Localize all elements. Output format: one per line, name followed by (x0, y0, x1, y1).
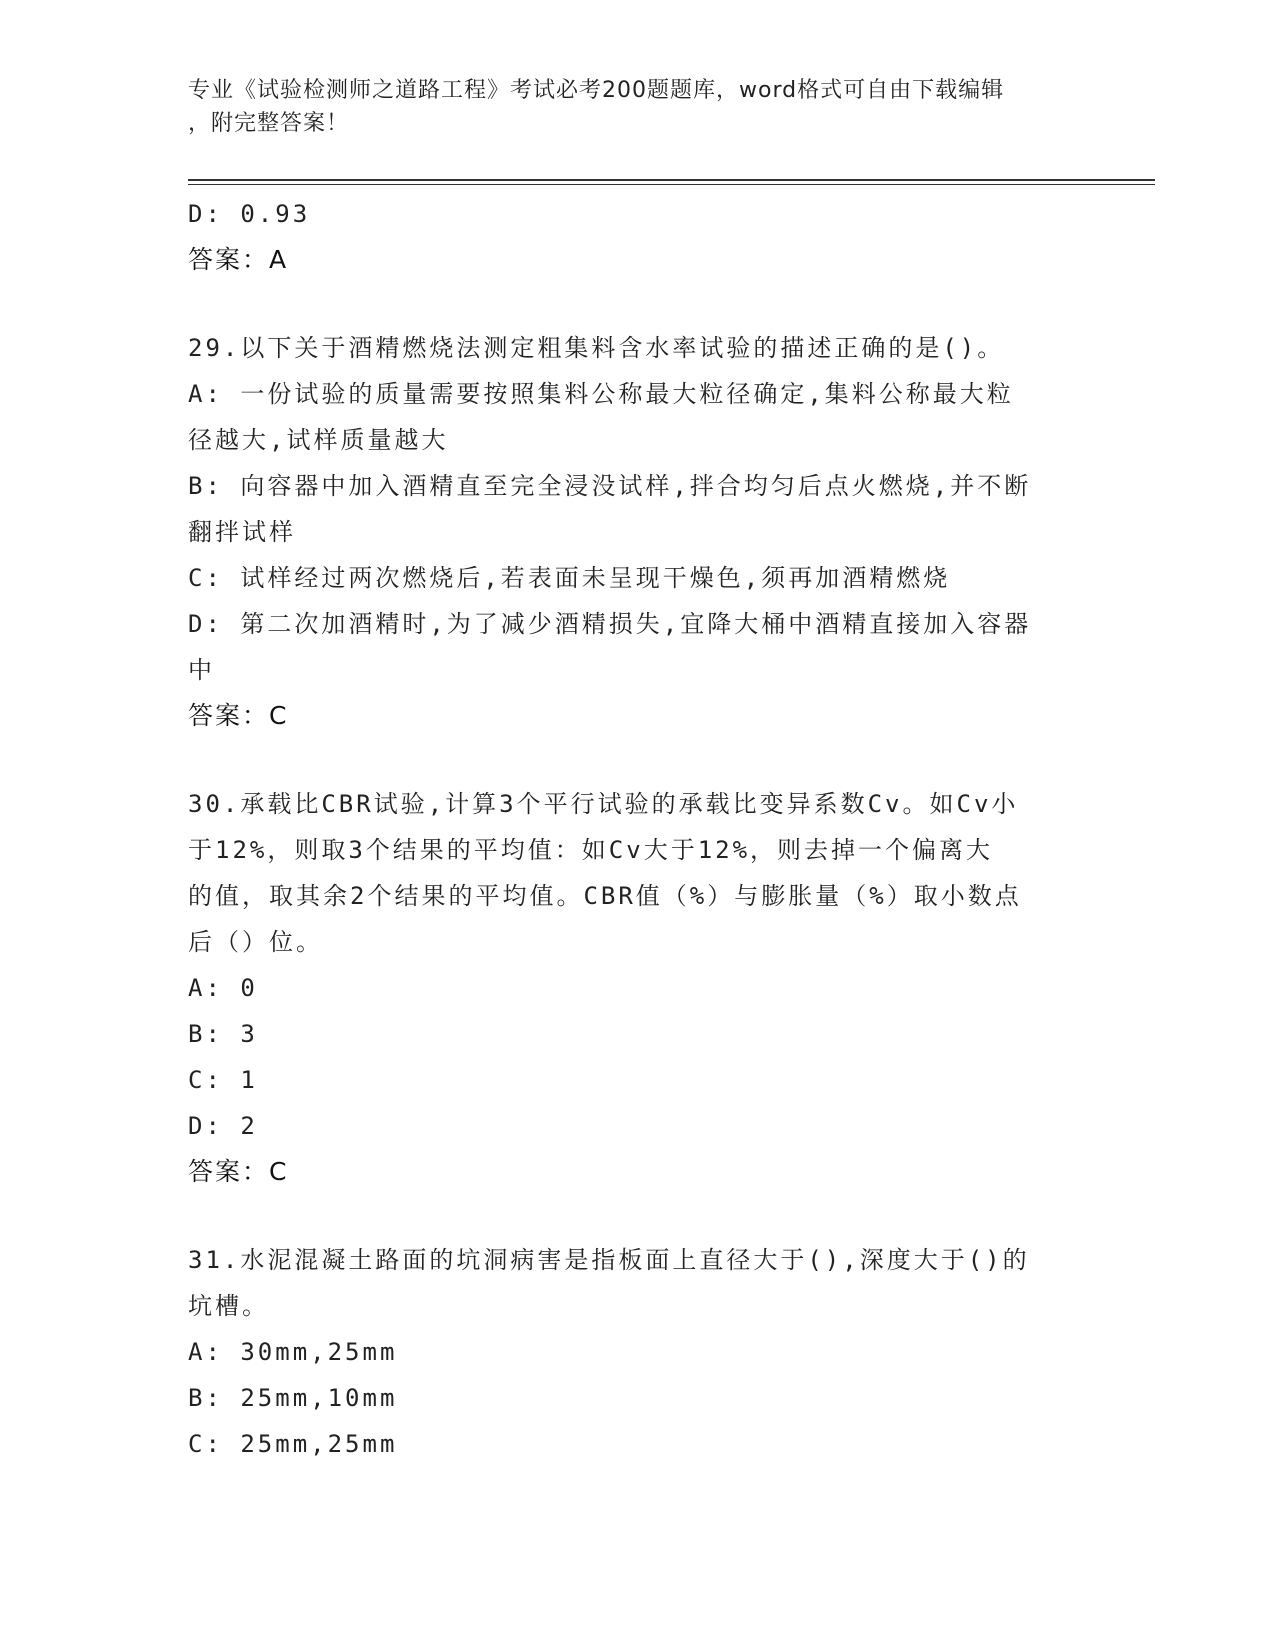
question-text-line-4: 后（）位。 (188, 928, 323, 956)
document-header (188, 74, 1068, 140)
question-28-tail (188, 191, 1088, 283)
question-text-line-3: 的值，取其余2个结果的平均值。CBR值（%）与膨胀量（%）取小数点 (188, 882, 1022, 910)
question-text-line-2: 于12%，则取3个结果的平均值：如Cv大于12%，则去掉一个偏离大 (188, 836, 994, 864)
answer: 答案：C (188, 701, 289, 730)
spacer (188, 1195, 1088, 1237)
option-b-line-2: 翻拌试样 (188, 518, 296, 546)
question-text-line-2: 坑槽。 (188, 1292, 269, 1320)
option-b-line-1: B: 向容器中加入酒精直至完全浸没试样,拌合均匀后点火燃烧,并不断 (188, 472, 1032, 500)
option-c: C: 1 (188, 1066, 258, 1094)
option-a: A: 0 (188, 974, 258, 1002)
header-line-1: 专业《试验检测师之道路工程》考试必考200题题库，word格式可自由下载编辑 (188, 78, 1005, 103)
header-divider-thick (188, 179, 1155, 181)
answer: 答案：C (188, 1157, 289, 1186)
option-a-line-1: A: 一份试验的质量需要按照集料公称最大粒径确定,集料公称最大粒 (188, 380, 1014, 408)
header-divider-thin (188, 184, 1155, 185)
answer: 答案：A (188, 245, 289, 274)
question-text-line-1: 31.水泥混凝土路面的坑洞病害是指板面上直径大于(),深度大于()的 (188, 1246, 1030, 1274)
option-b: B: 25mm,10mm (188, 1384, 398, 1412)
option-a: A: 30mm,25mm (188, 1338, 398, 1366)
option-d: D: 2 (188, 1112, 258, 1140)
question-30 (188, 781, 1088, 1195)
question-29 (188, 325, 1088, 739)
spacer (188, 283, 1088, 325)
option-b: B: 3 (188, 1020, 258, 1048)
header-line-2: ，附完整答案！ (188, 111, 350, 136)
option-d-line-2: 中 (188, 656, 215, 684)
spacer (188, 739, 1088, 781)
question-text: 29.以下关于酒精燃烧法测定粗集料含水率试验的描述正确的是()。 (188, 334, 1005, 362)
question-31 (188, 1237, 1088, 1467)
option-d: D: 0.93 (188, 200, 311, 228)
option-a-line-2: 径越大,试样质量越大 (188, 426, 449, 454)
option-c: C: 试样经过两次燃烧后,若表面未呈现干燥色,须再加酒精燃烧 (188, 564, 951, 592)
document-body (188, 191, 1088, 1467)
question-text-line-1: 30.承载比CBR试验,计算3个平行试验的承载比变异系数Cv。如Cv小 (188, 790, 1019, 818)
option-c: C: 25mm,25mm (188, 1430, 398, 1458)
option-d-line-1: D: 第二次加酒精时,为了减少酒精损失,宜降大桶中酒精直接加入容器 (188, 610, 1032, 638)
